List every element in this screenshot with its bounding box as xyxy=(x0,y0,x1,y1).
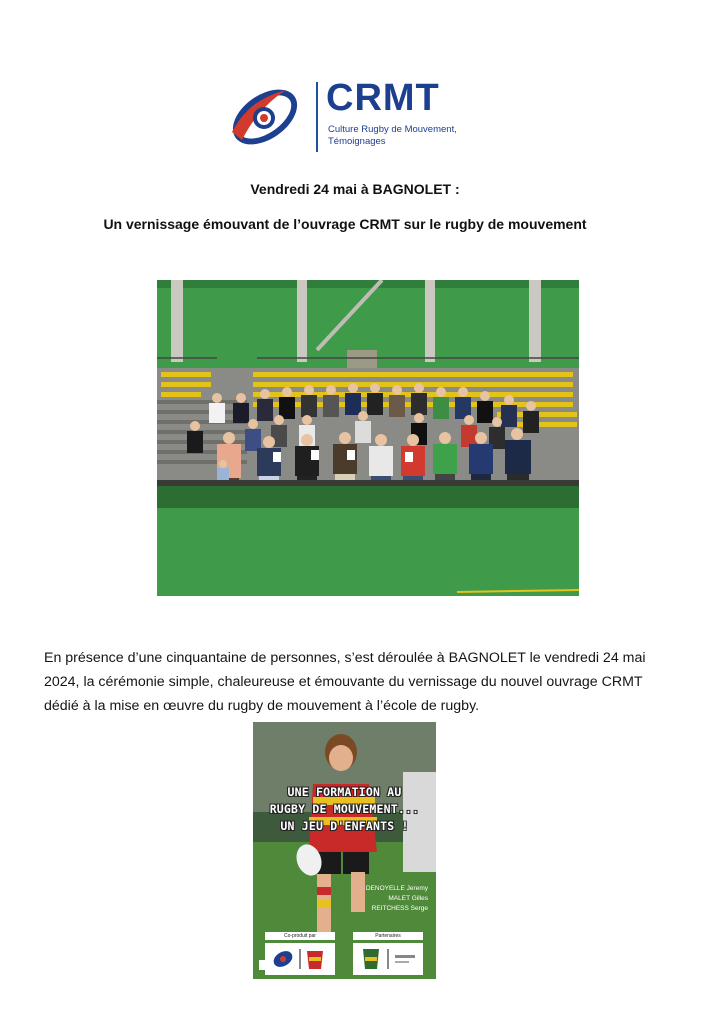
book-cover-title-line1: UNE FORMATION AU xyxy=(287,785,402,799)
book-cover-title xyxy=(253,784,436,835)
crmt-rugby-ball-logo-icon xyxy=(228,80,302,154)
book-cover-footer xyxy=(263,932,426,978)
book-cover-title-line3: UN JEU D'ENFANTS ! xyxy=(280,819,409,833)
partners-label: Partenaires xyxy=(353,932,423,940)
coproducer-logos-icon xyxy=(265,943,335,975)
partner-logos xyxy=(353,943,423,975)
logo-subtitle-line1: Culture Rugby de Mouvement, xyxy=(328,124,457,135)
book-author-2: MALET Gilles xyxy=(388,895,428,902)
book-author-3: REITCHESS Serge xyxy=(371,905,428,912)
book-cover-authors xyxy=(366,884,428,914)
logo-wordmark: CRMT xyxy=(326,77,440,119)
group-photo-illustration xyxy=(157,280,579,596)
logo-subtitle-line2: Témoignages xyxy=(328,136,386,147)
book-cover xyxy=(253,722,436,979)
coproducer-logos xyxy=(265,943,335,975)
event-date-line: Vendredi 24 mai à BAGNOLET : xyxy=(250,181,460,197)
book-cover-title-line2: RUGBY DE MOUVEMENT... xyxy=(269,802,420,816)
article-headline: Un vernissage émouvant de l’ouvrage CRMT sur le rugby de mouvement xyxy=(103,216,587,232)
crmt-logo xyxy=(228,76,468,160)
book-author-1: DENOYELLE Jeremy xyxy=(365,885,428,892)
partner-logos-icon xyxy=(353,943,423,975)
article-paragraph: En présence d’une cinquantaine de personnes, s’est déroulée à BAGNOLET le vendredi 24 mai 2024, la cérémonie simple, chaleureuse et émouvante du vernissage du nouvel ouvrage CRMT dédié à la mise en œuvre du rugby de mouvement à l’école de rugby. xyxy=(44,650,646,714)
logo-subtitle xyxy=(328,124,488,148)
logo-divider xyxy=(316,82,318,152)
group-photo xyxy=(157,280,579,596)
coproduced-label: Co-produit par xyxy=(265,932,335,940)
